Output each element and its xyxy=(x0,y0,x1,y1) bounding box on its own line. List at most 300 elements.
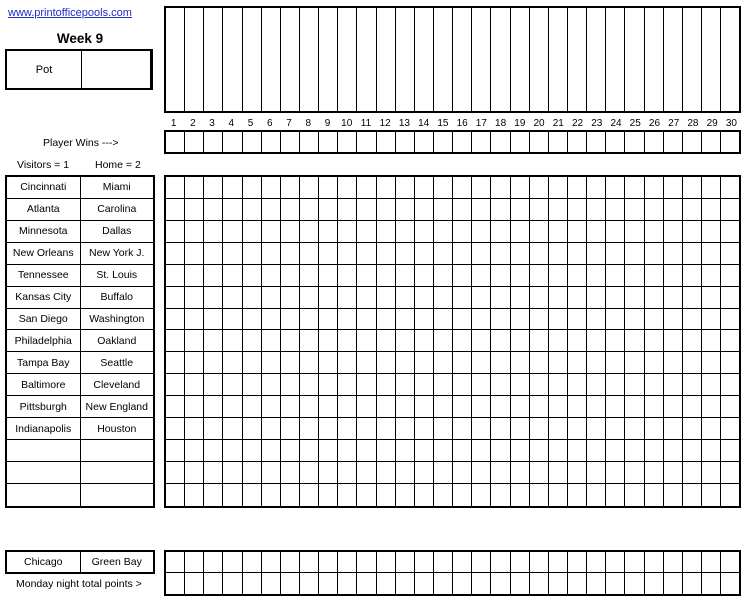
pick-cell[interactable] xyxy=(243,243,262,264)
pick-cell[interactable] xyxy=(453,309,472,330)
pick-cell[interactable] xyxy=(683,573,702,594)
pick-cell[interactable] xyxy=(606,418,625,439)
pick-cell[interactable] xyxy=(491,132,510,152)
pick-cell[interactable] xyxy=(587,221,606,242)
pick-cell[interactable] xyxy=(511,177,530,198)
pick-cell[interactable] xyxy=(568,352,587,373)
pick-cell[interactable] xyxy=(625,265,644,286)
pick-cell[interactable] xyxy=(281,287,300,308)
pick-cell[interactable] xyxy=(319,132,338,152)
pick-cell[interactable] xyxy=(664,177,683,198)
pick-cell[interactable] xyxy=(166,440,185,461)
pick-cell[interactable] xyxy=(645,330,664,351)
player-name-column[interactable] xyxy=(243,8,262,111)
pick-cell[interactable] xyxy=(606,352,625,373)
pick-cell[interactable] xyxy=(530,462,549,483)
pick-cell[interactable] xyxy=(185,243,204,264)
pick-cell[interactable] xyxy=(223,177,242,198)
pick-cell[interactable] xyxy=(453,177,472,198)
pick-cell[interactable] xyxy=(453,265,472,286)
pick-cell[interactable] xyxy=(702,265,721,286)
pick-cell[interactable] xyxy=(491,374,510,395)
pick-cell[interactable] xyxy=(223,132,242,152)
pick-cell[interactable] xyxy=(453,287,472,308)
pick-cell[interactable] xyxy=(511,440,530,461)
pick-cell[interactable] xyxy=(645,177,664,198)
pick-cell[interactable] xyxy=(262,199,281,220)
pick-cell[interactable] xyxy=(262,418,281,439)
pick-cell[interactable] xyxy=(223,352,242,373)
pick-cell[interactable] xyxy=(702,552,721,572)
pick-cell[interactable] xyxy=(568,309,587,330)
pick-cell[interactable] xyxy=(511,484,530,506)
pick-cell[interactable] xyxy=(472,330,491,351)
pick-cell[interactable] xyxy=(453,243,472,264)
pick-cell[interactable] xyxy=(606,573,625,594)
pick-cell[interactable] xyxy=(300,573,319,594)
pick-cell[interactable] xyxy=(491,330,510,351)
pick-cell[interactable] xyxy=(491,418,510,439)
pick-cell[interactable] xyxy=(415,418,434,439)
pick-cell[interactable] xyxy=(185,462,204,483)
pick-cell[interactable] xyxy=(319,177,338,198)
pick-cell[interactable] xyxy=(606,177,625,198)
pick-cell[interactable] xyxy=(491,484,510,506)
pick-cell[interactable] xyxy=(166,352,185,373)
pick-cell[interactable] xyxy=(204,484,223,506)
pick-cell[interactable] xyxy=(338,374,357,395)
pick-cell[interactable] xyxy=(338,330,357,351)
pick-cell[interactable] xyxy=(243,309,262,330)
pick-cell[interactable] xyxy=(645,309,664,330)
pick-cell[interactable] xyxy=(702,243,721,264)
pick-cell[interactable] xyxy=(377,396,396,417)
pick-cell[interactable] xyxy=(645,484,664,506)
pick-cell[interactable] xyxy=(587,396,606,417)
pick-cell[interactable] xyxy=(683,352,702,373)
pick-cell[interactable] xyxy=(664,243,683,264)
pick-cell[interactable] xyxy=(606,199,625,220)
pick-cell[interactable] xyxy=(568,265,587,286)
pick-cell[interactable] xyxy=(472,309,491,330)
pick-cell[interactable] xyxy=(453,221,472,242)
pick-cell[interactable] xyxy=(415,287,434,308)
pick-cell[interactable] xyxy=(702,396,721,417)
pick-cell[interactable] xyxy=(702,352,721,373)
pick-cell[interactable] xyxy=(664,484,683,506)
pick-cell[interactable] xyxy=(625,221,644,242)
pick-cell[interactable] xyxy=(511,265,530,286)
pick-cell[interactable] xyxy=(664,396,683,417)
pick-cell[interactable] xyxy=(702,462,721,483)
pick-cell[interactable] xyxy=(625,287,644,308)
pick-cell[interactable] xyxy=(300,177,319,198)
pick-cell[interactable] xyxy=(453,418,472,439)
pick-cell[interactable] xyxy=(185,484,204,506)
pick-cell[interactable] xyxy=(204,309,223,330)
pick-cell[interactable] xyxy=(185,199,204,220)
pick-cell[interactable] xyxy=(472,199,491,220)
pick-cell[interactable] xyxy=(338,573,357,594)
pick-cell[interactable] xyxy=(453,330,472,351)
pick-cell[interactable] xyxy=(511,132,530,152)
pick-cell[interactable] xyxy=(281,132,300,152)
pick-cell[interactable] xyxy=(357,243,376,264)
pick-cell[interactable] xyxy=(319,221,338,242)
pick-cell[interactable] xyxy=(568,440,587,461)
pick-cell[interactable] xyxy=(511,552,530,572)
pick-cell[interactable] xyxy=(568,374,587,395)
pick-cell[interactable] xyxy=(281,462,300,483)
pick-cell[interactable] xyxy=(568,573,587,594)
pick-cell[interactable] xyxy=(721,484,739,506)
pick-cell[interactable] xyxy=(377,243,396,264)
pick-cell[interactable] xyxy=(721,374,739,395)
pick-cell[interactable] xyxy=(243,374,262,395)
pick-cell[interactable] xyxy=(185,287,204,308)
pick-cell[interactable] xyxy=(530,440,549,461)
pick-cell[interactable] xyxy=(166,396,185,417)
pick-cell[interactable] xyxy=(223,330,242,351)
pick-cell[interactable] xyxy=(166,573,185,594)
pick-cell[interactable] xyxy=(281,265,300,286)
pick-cell[interactable] xyxy=(568,418,587,439)
pick-cell[interactable] xyxy=(223,309,242,330)
pick-cell[interactable] xyxy=(377,440,396,461)
pick-cell[interactable] xyxy=(664,330,683,351)
pick-cell[interactable] xyxy=(702,440,721,461)
pick-cell[interactable] xyxy=(204,243,223,264)
pick-cell[interactable] xyxy=(683,287,702,308)
pick-cell[interactable] xyxy=(262,484,281,506)
pick-cell[interactable] xyxy=(300,440,319,461)
pick-cell[interactable] xyxy=(396,132,415,152)
pick-cell[interactable] xyxy=(243,330,262,351)
pick-cell[interactable] xyxy=(204,418,223,439)
pick-cell[interactable] xyxy=(683,177,702,198)
player-name-column[interactable] xyxy=(185,8,204,111)
pick-cell[interactable] xyxy=(587,484,606,506)
pick-cell[interactable] xyxy=(243,418,262,439)
pick-cell[interactable] xyxy=(511,462,530,483)
pick-cell[interactable] xyxy=(223,484,242,506)
pick-cell[interactable] xyxy=(223,199,242,220)
pick-cell[interactable] xyxy=(702,221,721,242)
pick-cell[interactable] xyxy=(415,177,434,198)
pick-cell[interactable] xyxy=(549,396,568,417)
pick-cell[interactable] xyxy=(625,484,644,506)
pick-cell[interactable] xyxy=(625,177,644,198)
pick-cell[interactable] xyxy=(377,573,396,594)
pick-cell[interactable] xyxy=(281,552,300,572)
pick-cell[interactable] xyxy=(491,177,510,198)
pick-cell[interactable] xyxy=(357,132,376,152)
pick-cell[interactable] xyxy=(357,462,376,483)
pick-cell[interactable] xyxy=(223,287,242,308)
pick-cell[interactable] xyxy=(185,309,204,330)
pick-cell[interactable] xyxy=(377,177,396,198)
pick-cell[interactable] xyxy=(511,287,530,308)
player-name-column[interactable] xyxy=(645,8,664,111)
pick-cell[interactable] xyxy=(415,265,434,286)
pick-cell[interactable] xyxy=(568,287,587,308)
pick-cell[interactable] xyxy=(568,552,587,572)
pick-cell[interactable] xyxy=(511,396,530,417)
pick-cell[interactable] xyxy=(664,440,683,461)
pick-cell[interactable] xyxy=(357,330,376,351)
pick-cell[interactable] xyxy=(568,396,587,417)
player-name-column[interactable] xyxy=(721,8,739,111)
pick-cell[interactable] xyxy=(185,177,204,198)
pick-cell[interactable] xyxy=(625,462,644,483)
pick-cell[interactable] xyxy=(530,132,549,152)
pick-cell[interactable] xyxy=(185,573,204,594)
pick-cell[interactable] xyxy=(300,221,319,242)
pick-cell[interactable] xyxy=(683,199,702,220)
pick-cell[interactable] xyxy=(185,418,204,439)
pick-cell[interactable] xyxy=(338,177,357,198)
pick-cell[interactable] xyxy=(472,374,491,395)
pick-cell[interactable] xyxy=(606,462,625,483)
pick-cell[interactable] xyxy=(625,552,644,572)
pick-cell[interactable] xyxy=(587,418,606,439)
pick-cell[interactable] xyxy=(664,199,683,220)
pick-cell[interactable] xyxy=(434,374,453,395)
pick-cell[interactable] xyxy=(721,573,739,594)
pick-cell[interactable] xyxy=(243,352,262,373)
pick-cell[interactable] xyxy=(530,199,549,220)
pick-cell[interactable] xyxy=(683,221,702,242)
pick-cell[interactable] xyxy=(319,243,338,264)
pick-cell[interactable] xyxy=(721,396,739,417)
pick-cell[interactable] xyxy=(357,287,376,308)
pick-cell[interactable] xyxy=(357,573,376,594)
pick-cell[interactable] xyxy=(434,462,453,483)
pick-cell[interactable] xyxy=(453,462,472,483)
pick-cell[interactable] xyxy=(625,199,644,220)
pick-cell[interactable] xyxy=(664,573,683,594)
pick-cell[interactable] xyxy=(645,462,664,483)
pick-cell[interactable] xyxy=(645,221,664,242)
pick-cell[interactable] xyxy=(645,374,664,395)
pick-cell[interactable] xyxy=(262,462,281,483)
pick-cell[interactable] xyxy=(377,132,396,152)
pick-cell[interactable] xyxy=(223,462,242,483)
pick-cell[interactable] xyxy=(721,199,739,220)
pick-cell[interactable] xyxy=(702,484,721,506)
pick-cell[interactable] xyxy=(511,573,530,594)
pick-cell[interactable] xyxy=(472,132,491,152)
pick-cell[interactable] xyxy=(664,287,683,308)
pick-cell[interactable] xyxy=(491,287,510,308)
pick-cell[interactable] xyxy=(300,199,319,220)
pick-cell[interactable] xyxy=(453,132,472,152)
pick-cell[interactable] xyxy=(357,309,376,330)
pick-cell[interactable] xyxy=(281,309,300,330)
pick-cell[interactable] xyxy=(223,243,242,264)
pick-cell[interactable] xyxy=(415,440,434,461)
pick-cell[interactable] xyxy=(319,199,338,220)
pick-cell[interactable] xyxy=(625,440,644,461)
pick-cell[interactable] xyxy=(664,352,683,373)
pick-cell[interactable] xyxy=(281,418,300,439)
pick-cell[interactable] xyxy=(243,221,262,242)
pick-cell[interactable] xyxy=(511,199,530,220)
pick-cell[interactable] xyxy=(243,132,262,152)
pick-cell[interactable] xyxy=(243,552,262,572)
pick-cell[interactable] xyxy=(377,462,396,483)
pick-cell[interactable] xyxy=(664,462,683,483)
pick-cell[interactable] xyxy=(415,484,434,506)
pick-cell[interactable] xyxy=(606,330,625,351)
pick-cell[interactable] xyxy=(491,440,510,461)
pick-cell[interactable] xyxy=(281,221,300,242)
pick-cell[interactable] xyxy=(606,484,625,506)
pick-cell[interactable] xyxy=(434,132,453,152)
pick-cell[interactable] xyxy=(453,440,472,461)
pick-cell[interactable] xyxy=(434,440,453,461)
pick-cell[interactable] xyxy=(396,396,415,417)
pick-cell[interactable] xyxy=(587,552,606,572)
pick-cell[interactable] xyxy=(721,221,739,242)
pick-cell[interactable] xyxy=(587,309,606,330)
pick-cell[interactable] xyxy=(587,462,606,483)
pick-cell[interactable] xyxy=(415,352,434,373)
pick-cell[interactable] xyxy=(204,440,223,461)
pick-cell[interactable] xyxy=(453,484,472,506)
pick-cell[interactable] xyxy=(702,418,721,439)
pick-cell[interactable] xyxy=(357,177,376,198)
player-name-column[interactable] xyxy=(606,8,625,111)
player-name-column[interactable] xyxy=(530,8,549,111)
player-name-column[interactable] xyxy=(453,8,472,111)
pick-cell[interactable] xyxy=(357,352,376,373)
pick-cell[interactable] xyxy=(645,440,664,461)
pick-cell[interactable] xyxy=(664,418,683,439)
pick-cell[interactable] xyxy=(434,287,453,308)
player-name-column[interactable] xyxy=(319,8,338,111)
player-name-column[interactable] xyxy=(587,8,606,111)
pick-cell[interactable] xyxy=(396,440,415,461)
pick-cell[interactable] xyxy=(472,352,491,373)
pick-cell[interactable] xyxy=(625,374,644,395)
pick-cell[interactable] xyxy=(357,418,376,439)
pick-cell[interactable] xyxy=(281,352,300,373)
pick-cell[interactable] xyxy=(357,221,376,242)
pick-cell[interactable] xyxy=(223,418,242,439)
pick-cell[interactable] xyxy=(549,309,568,330)
pick-cell[interactable] xyxy=(472,484,491,506)
pick-cell[interactable] xyxy=(262,352,281,373)
pick-cell[interactable] xyxy=(453,573,472,594)
pick-cell[interactable] xyxy=(549,484,568,506)
pick-cell[interactable] xyxy=(396,243,415,264)
pick-cell[interactable] xyxy=(185,374,204,395)
pick-cell[interactable] xyxy=(491,396,510,417)
pick-cell[interactable] xyxy=(338,243,357,264)
pick-cell[interactable] xyxy=(721,265,739,286)
pick-cell[interactable] xyxy=(223,396,242,417)
player-name-column[interactable] xyxy=(434,8,453,111)
pick-cell[interactable] xyxy=(281,177,300,198)
pick-cell[interactable] xyxy=(262,221,281,242)
pick-cell[interactable] xyxy=(185,330,204,351)
pick-cell[interactable] xyxy=(338,199,357,220)
pick-cell[interactable] xyxy=(357,265,376,286)
pick-cell[interactable] xyxy=(645,287,664,308)
pick-cell[interactable] xyxy=(319,374,338,395)
pick-cell[interactable] xyxy=(377,199,396,220)
pick-cell[interactable] xyxy=(530,552,549,572)
pick-cell[interactable] xyxy=(185,265,204,286)
pick-cell[interactable] xyxy=(262,440,281,461)
pick-cell[interactable] xyxy=(338,287,357,308)
pick-cell[interactable] xyxy=(166,221,185,242)
pick-cell[interactable] xyxy=(702,177,721,198)
pick-cell[interactable] xyxy=(319,484,338,506)
pick-cell[interactable] xyxy=(472,462,491,483)
pick-cell[interactable] xyxy=(396,352,415,373)
pick-cell[interactable] xyxy=(300,132,319,152)
pick-cell[interactable] xyxy=(300,484,319,506)
pick-cell[interactable] xyxy=(472,221,491,242)
pick-cell[interactable] xyxy=(702,330,721,351)
pick-cell[interactable] xyxy=(683,396,702,417)
pick-cell[interactable] xyxy=(491,309,510,330)
pick-cell[interactable] xyxy=(243,573,262,594)
pick-cell[interactable] xyxy=(587,440,606,461)
pick-cell[interactable] xyxy=(166,309,185,330)
pick-cell[interactable] xyxy=(472,552,491,572)
pick-cell[interactable] xyxy=(338,418,357,439)
pick-cell[interactable] xyxy=(319,309,338,330)
pick-cell[interactable] xyxy=(243,396,262,417)
pick-cell[interactable] xyxy=(300,352,319,373)
pick-cell[interactable] xyxy=(472,440,491,461)
pick-cell[interactable] xyxy=(549,418,568,439)
pick-cell[interactable] xyxy=(721,330,739,351)
pick-cell[interactable] xyxy=(166,552,185,572)
pick-cell[interactable] xyxy=(396,309,415,330)
pick-cell[interactable] xyxy=(223,552,242,572)
pick-cell[interactable] xyxy=(664,132,683,152)
pick-cell[interactable] xyxy=(396,221,415,242)
player-name-column[interactable] xyxy=(166,8,185,111)
pick-cell[interactable] xyxy=(262,552,281,572)
pick-cell[interactable] xyxy=(606,265,625,286)
pick-cell[interactable] xyxy=(338,309,357,330)
pick-cell[interactable] xyxy=(587,199,606,220)
pick-cell[interactable] xyxy=(243,462,262,483)
pick-cell[interactable] xyxy=(664,221,683,242)
pick-cell[interactable] xyxy=(606,552,625,572)
pick-cell[interactable] xyxy=(645,573,664,594)
pick-cell[interactable] xyxy=(434,330,453,351)
pick-cell[interactable] xyxy=(357,396,376,417)
pick-cell[interactable] xyxy=(549,177,568,198)
pick-cell[interactable] xyxy=(511,374,530,395)
pick-cell[interactable] xyxy=(702,287,721,308)
pick-cell[interactable] xyxy=(549,243,568,264)
pick-cell[interactable] xyxy=(415,199,434,220)
pick-cell[interactable] xyxy=(549,552,568,572)
player-name-column[interactable] xyxy=(625,8,644,111)
pick-cell[interactable] xyxy=(472,243,491,264)
pick-cell[interactable] xyxy=(319,418,338,439)
pick-cell[interactable] xyxy=(530,221,549,242)
pick-cell[interactable] xyxy=(338,396,357,417)
pick-cell[interactable] xyxy=(166,418,185,439)
